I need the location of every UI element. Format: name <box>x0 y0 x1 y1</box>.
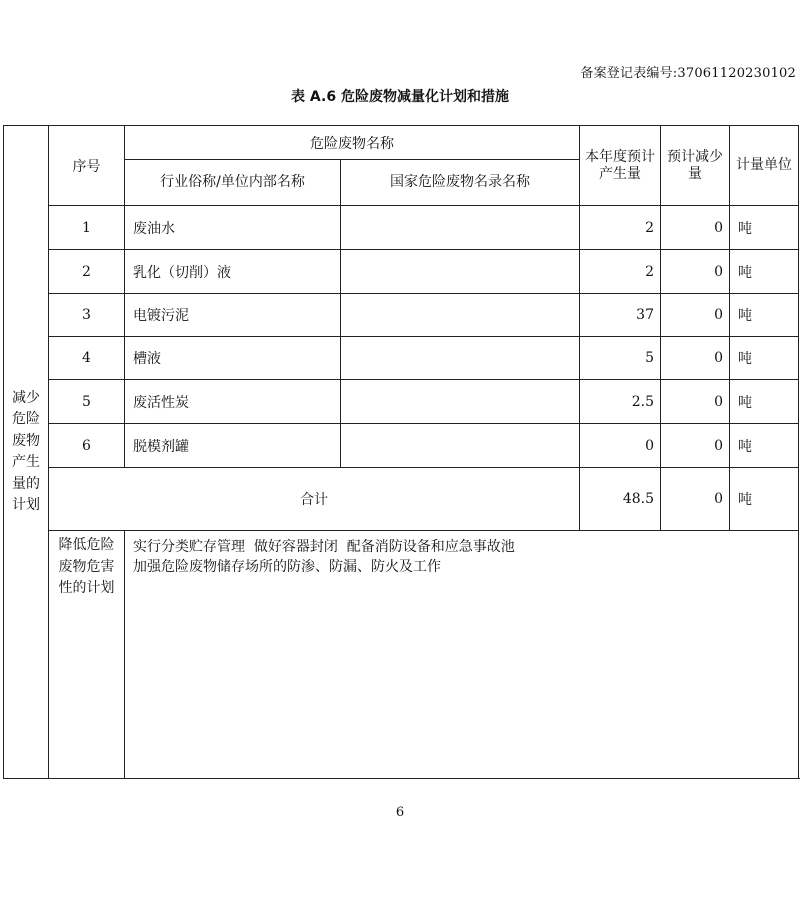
header-unit: 计量单位 <box>730 126 799 206</box>
measures-line-2: 加强危险废物储存场所的防渗、防漏、防火及工作 <box>133 559 441 575</box>
total-output: 48.5 <box>580 468 661 531</box>
total-reduction: 0 <box>661 468 730 531</box>
row-unit: 吨 <box>730 424 799 468</box>
row-reduction: 0 <box>661 424 730 468</box>
row-seq: 6 <box>49 424 125 468</box>
registration-value: 37061120230102 <box>677 66 796 81</box>
row-name: 乳化（切削）液 <box>125 250 341 294</box>
total-row <box>4 468 799 531</box>
row-seq: 3 <box>49 294 125 337</box>
row-name: 废活性炭 <box>125 380 341 424</box>
row-unit: 吨 <box>730 380 799 424</box>
row-reduction: 0 <box>661 337 730 380</box>
table-row <box>4 337 799 380</box>
row-output: 37 <box>580 294 661 337</box>
total-unit: 吨 <box>730 468 799 531</box>
table-row <box>4 294 799 337</box>
row-national <box>341 250 580 294</box>
header-seq: 序号 <box>49 126 125 206</box>
row-output: 0 <box>580 424 661 468</box>
row-reduction: 0 <box>661 250 730 294</box>
measures-line-1: 实行分类贮存管理 做好容器封闭 配备消防设备和应急事故池 <box>133 539 515 555</box>
row-national <box>341 337 580 380</box>
row-output: 2 <box>580 206 661 250</box>
row-national <box>341 294 580 337</box>
row-national <box>341 424 580 468</box>
row-name: 电镀污泥 <box>125 294 341 337</box>
table-row <box>4 206 799 250</box>
row-reduction: 0 <box>661 294 730 337</box>
row-unit: 吨 <box>730 294 799 337</box>
header-industry-name: 行业俗称/单位内部名称 <box>125 160 341 206</box>
hazard-measures <box>125 531 799 779</box>
page-number: 6 <box>395 805 405 820</box>
row-seq: 1 <box>49 206 125 250</box>
row-national <box>341 380 580 424</box>
row-unit: 吨 <box>730 250 799 294</box>
row-output: 5 <box>580 337 661 380</box>
section-hazard-label: 降低危险废物危害性的计划 <box>49 531 125 779</box>
section-reduce-label: 减少危险废物产生量的计划 <box>4 126 49 779</box>
row-seq: 5 <box>49 380 125 424</box>
table-row <box>4 250 799 294</box>
total-label: 合计 <box>49 468 580 531</box>
row-national <box>341 206 580 250</box>
header-waste-name: 危险废物名称 <box>125 126 580 160</box>
row-unit: 吨 <box>730 206 799 250</box>
row-name: 废油水 <box>125 206 341 250</box>
table-row <box>4 424 799 468</box>
row-output: 2.5 <box>580 380 661 424</box>
header-national-name: 国家危险废物名录名称 <box>341 160 580 206</box>
header-annual-output: 本年度预计产生量 <box>580 126 661 206</box>
waste-reduction-table <box>3 125 799 779</box>
table-row <box>4 380 799 424</box>
row-reduction: 0 <box>661 380 730 424</box>
row-seq: 4 <box>49 337 125 380</box>
header-planned-reduction: 预计减少量 <box>661 126 730 206</box>
row-output: 2 <box>580 250 661 294</box>
row-unit: 吨 <box>730 337 799 380</box>
table-title: 表 A.6 危险废物减量化计划和措施 <box>291 89 509 105</box>
row-reduction: 0 <box>661 206 730 250</box>
registration-label: 备案登记表编号: <box>580 66 678 81</box>
row-seq: 2 <box>49 250 125 294</box>
row-name: 脱模剂罐 <box>125 424 341 468</box>
row-name: 槽液 <box>125 337 341 380</box>
registration-number <box>580 62 796 81</box>
